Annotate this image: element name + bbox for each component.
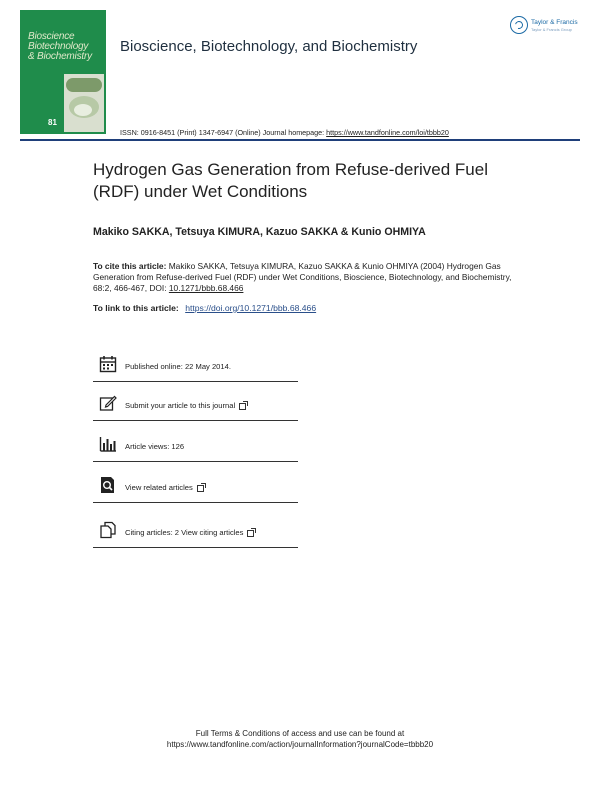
search-document-icon bbox=[99, 476, 117, 494]
view-related-articles-link[interactable] bbox=[125, 483, 204, 492]
citation-block bbox=[93, 261, 523, 294]
cover-badge: 81 bbox=[48, 118, 57, 127]
journal-cover-image bbox=[20, 10, 106, 134]
taylor-francis-logo-icon[interactable] bbox=[510, 16, 582, 38]
issn-text: ISSN: 0916-8451 (Print) 1347-6947 (Online) Journal homepage: bbox=[120, 128, 325, 137]
citation-label: To cite this article: bbox=[93, 261, 167, 271]
logo-brand-text: Taylor & Francis bbox=[531, 19, 578, 26]
cover-title bbox=[28, 32, 92, 62]
journal-title[interactable]: Bioscience, Biotechnology, and Biochemistry bbox=[120, 38, 418, 55]
logo-circle-icon bbox=[510, 16, 528, 34]
info-item-views bbox=[93, 425, 298, 462]
related-articles-text: View related articles bbox=[125, 483, 193, 492]
external-link-icon bbox=[239, 403, 246, 410]
citation-doi-link[interactable]: 10.1271/bbb.68.466 bbox=[168, 283, 244, 293]
info-item-related[interactable] bbox=[93, 466, 298, 503]
info-item-published bbox=[93, 345, 298, 382]
journal-homepage-link[interactable]: https://www.tandfonline.com/loi/tbbb20 bbox=[326, 128, 449, 137]
submit-article-link[interactable] bbox=[125, 401, 246, 410]
bar-chart-icon bbox=[99, 435, 117, 453]
info-item-submit[interactable] bbox=[93, 384, 298, 421]
footer-terms-text: Full Terms & Conditions of access and use can be found at bbox=[195, 729, 405, 738]
citing-articles-icon bbox=[99, 521, 117, 539]
citing-articles-text: Citing articles: 2 View citing articles bbox=[125, 528, 244, 537]
article-authors: Makiko SAKKA, Tetsuya KIMURA, Kazuo SAKKA & Kunio OHMIYA bbox=[93, 226, 426, 238]
cover-title-line: & Biochemistry bbox=[28, 51, 92, 62]
info-item-citing[interactable] bbox=[93, 511, 298, 548]
logo-sub-text: Taylor & Francis Group bbox=[531, 27, 572, 32]
article-views-text: Article views: 126 bbox=[125, 442, 185, 451]
external-link-icon bbox=[247, 530, 254, 537]
cover-title-line: Biotechnology bbox=[28, 41, 89, 52]
article-link-label: To link to this article: bbox=[93, 303, 179, 313]
published-online-text: Published online: 22 May 2014. bbox=[125, 362, 231, 371]
view-citing-articles-link[interactable] bbox=[125, 528, 254, 537]
article-link-row bbox=[93, 303, 316, 313]
article-title: Hydrogen Gas Generation from Refuse-derived Fuel (RDF) under Wet Conditions bbox=[93, 160, 488, 201]
article-doi-link[interactable]: https://doi.org/10.1271/bbb.68.466 bbox=[185, 303, 317, 313]
cover-photo bbox=[64, 74, 104, 132]
calendar-icon bbox=[99, 355, 117, 373]
footer-terms bbox=[0, 728, 600, 750]
external-link-icon bbox=[197, 485, 204, 492]
cover-title-line: Bioscience bbox=[28, 31, 75, 42]
issn-line bbox=[120, 128, 449, 137]
citation-text: Makiko SAKKA, Tetsuya KIMURA, Kazuo SAKKA & Kunio OHMIYA (2004) Hydrogen Gas Generation from Refuse-derived Fuel (RDF) under Wet Conditions, Bioscience, Biotechnology, and Biochemistry, 68:2, 466-467, DOI: bbox=[93, 261, 512, 293]
footer-terms-link[interactable]: https://www.tandfonline.com/action/journalInformation?journalCode=tbbb20 bbox=[166, 740, 434, 749]
submit-article-text: Submit your article to this journal bbox=[125, 401, 236, 410]
edit-icon bbox=[99, 394, 117, 412]
header-divider bbox=[20, 139, 580, 141]
